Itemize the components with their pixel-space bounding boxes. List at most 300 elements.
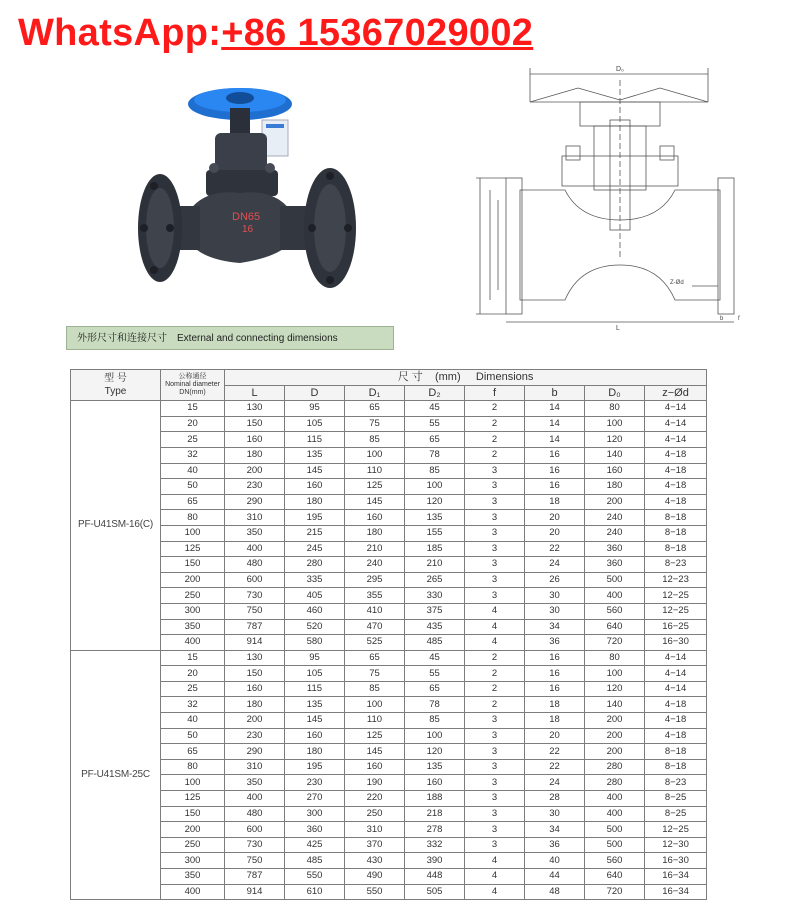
table-cell: 640 [585, 619, 645, 635]
dn-cell: 150 [161, 806, 225, 822]
table-cell: 8−18 [645, 525, 707, 541]
table-cell: 480 [225, 806, 285, 822]
table-cell: 914 [225, 635, 285, 651]
table-cell: 28 [525, 791, 585, 807]
dn-cell: 25 [161, 681, 225, 697]
table-cell: 265 [405, 572, 465, 588]
table-cell: 525 [345, 635, 405, 651]
table-row [71, 853, 707, 869]
type-header-en: Type [104, 386, 127, 398]
table-cell: 150 [225, 416, 285, 432]
table-cell: 3 [465, 510, 525, 526]
table-row [71, 572, 707, 588]
table-cell: 3 [465, 837, 525, 853]
table-cell: 180 [585, 479, 645, 495]
table-cell: 130 [225, 650, 285, 666]
table-cell: 85 [405, 463, 465, 479]
table-cell: 295 [345, 572, 405, 588]
table-row [71, 494, 707, 510]
table-cell: 155 [405, 525, 465, 541]
table-cell: 145 [285, 463, 345, 479]
table-cell: 140 [585, 697, 645, 713]
table-cell: 310 [225, 759, 285, 775]
table-cell: 4 [465, 853, 525, 869]
table-cell: 34 [525, 619, 585, 635]
dn-cell: 65 [161, 494, 225, 510]
table-cell: 360 [585, 557, 645, 573]
table-cell: 100 [345, 697, 405, 713]
table-cell: 720 [585, 884, 645, 900]
table-cell: 3 [465, 791, 525, 807]
table-cell: 145 [285, 713, 345, 729]
table-cell: 2 [465, 681, 525, 697]
dn-cell: 32 [161, 697, 225, 713]
table-cell: 490 [345, 869, 405, 885]
table-cell: 160 [345, 759, 405, 775]
table-cell: 16−30 [645, 635, 707, 651]
table-cell: 16−34 [645, 884, 707, 900]
dim-label-b: b [720, 316, 724, 322]
table-cell: 425 [285, 837, 345, 853]
table-cell: 270 [285, 791, 345, 807]
table-cell: 78 [405, 697, 465, 713]
dn-cell: 250 [161, 588, 225, 604]
dn-cell: 32 [161, 447, 225, 463]
table-cell: 105 [285, 666, 345, 682]
table-cell: 120 [585, 432, 645, 448]
table-cell: 2 [465, 416, 525, 432]
table-cell: 120 [405, 494, 465, 510]
column-header: D₂ [405, 385, 465, 401]
table-cell: 65 [405, 432, 465, 448]
table-cell: 787 [225, 619, 285, 635]
table-cell: 310 [225, 510, 285, 526]
table-cell: 3 [465, 822, 525, 838]
table-row [71, 791, 707, 807]
dn-cell: 50 [161, 728, 225, 744]
table-cell: 8−18 [645, 510, 707, 526]
table-cell: 160 [345, 510, 405, 526]
table-cell: 16 [525, 479, 585, 495]
table-row [71, 822, 707, 838]
table-cell: 3 [465, 588, 525, 604]
dn-cell: 300 [161, 853, 225, 869]
table-cell: 560 [585, 603, 645, 619]
table-row [71, 619, 707, 635]
table-cell: 750 [225, 853, 285, 869]
column-header: f [465, 385, 525, 401]
table-cell: 390 [405, 853, 465, 869]
dn-cell: 350 [161, 869, 225, 885]
table-cell: 95 [285, 401, 345, 417]
table-cell: 22 [525, 759, 585, 775]
table-cell: 36 [525, 635, 585, 651]
dn-cell: 20 [161, 666, 225, 682]
table-cell: 430 [345, 853, 405, 869]
valve-size-mark: DN65 [232, 211, 261, 223]
table-cell: 580 [285, 635, 345, 651]
column-header: b [525, 385, 585, 401]
table-cell: 125 [345, 479, 405, 495]
dn-header-unit: DN(mm) [179, 389, 206, 397]
table-cell: 110 [345, 713, 405, 729]
table-row [71, 759, 707, 775]
table-cell: 350 [225, 775, 285, 791]
table-cell: 16−30 [645, 853, 707, 869]
table-cell: 160 [405, 775, 465, 791]
table-cell: 640 [585, 869, 645, 885]
table-cell: 145 [345, 744, 405, 760]
dim-label-l: L [616, 325, 620, 330]
table-cell: 3 [465, 525, 525, 541]
table-cell: 4−18 [645, 713, 707, 729]
table-cell: 12−25 [645, 588, 707, 604]
table-row [71, 603, 707, 619]
table-cell: 75 [345, 666, 405, 682]
table-cell: 290 [225, 744, 285, 760]
table-row [71, 681, 707, 697]
dn-header-en: Nominal diameter [165, 381, 220, 389]
table-cell: 34 [525, 822, 585, 838]
table-cell: 8−23 [645, 557, 707, 573]
table-cell: 24 [525, 557, 585, 573]
table-cell: 80 [585, 650, 645, 666]
table-cell: 160 [225, 681, 285, 697]
table-cell: 200 [225, 463, 285, 479]
globe-valve-photo [130, 78, 390, 308]
table-row [71, 728, 707, 744]
table-cell: 332 [405, 837, 465, 853]
table-cell: 100 [585, 666, 645, 682]
table-cell: 100 [405, 728, 465, 744]
table-cell: 120 [585, 681, 645, 697]
table-row [71, 635, 707, 651]
table-cell: 480 [225, 557, 285, 573]
table-cell: 230 [225, 728, 285, 744]
table-cell: 145 [345, 494, 405, 510]
table-cell: 45 [405, 401, 465, 417]
table-cell: 8−18 [645, 744, 707, 760]
table-cell: 4−14 [645, 681, 707, 697]
column-header: L [225, 385, 285, 401]
dimensions-header-en: Dimensions [475, 371, 534, 384]
table-cell: 730 [225, 588, 285, 604]
table-cell: 16 [525, 447, 585, 463]
table-cell: 787 [225, 869, 285, 885]
dn-cell: 15 [161, 401, 225, 417]
table-row [71, 588, 707, 604]
table-cell: 230 [225, 479, 285, 495]
table-cell: 180 [285, 744, 345, 760]
table-cell: 188 [405, 791, 465, 807]
table-cell: 8−18 [645, 759, 707, 775]
table-cell: 16−34 [645, 869, 707, 885]
table-cell: 12−23 [645, 572, 707, 588]
table-cell: 180 [285, 494, 345, 510]
table-cell: 30 [525, 603, 585, 619]
table-cell: 405 [285, 588, 345, 604]
table-cell: 24 [525, 775, 585, 791]
table-cell: 4−18 [645, 728, 707, 744]
table-cell: 85 [345, 432, 405, 448]
table-row [71, 806, 707, 822]
table-cell: 350 [225, 525, 285, 541]
table-cell: 14 [525, 416, 585, 432]
table-cell: 18 [525, 697, 585, 713]
banner-title-cn: 外形尺寸和连接尺寸 [77, 333, 167, 344]
dn-cell: 80 [161, 759, 225, 775]
table-cell: 4 [465, 603, 525, 619]
dn-cell: 40 [161, 713, 225, 729]
table-cell: 914 [225, 884, 285, 900]
table-cell: 195 [285, 510, 345, 526]
column-header: D₁ [345, 385, 405, 401]
table-cell: 360 [285, 822, 345, 838]
table-row [71, 557, 707, 573]
whatsapp-number: +86 15367029002 [221, 12, 534, 54]
table-cell: 600 [225, 822, 285, 838]
table-cell: 160 [285, 728, 345, 744]
table-cell: 2 [465, 650, 525, 666]
table-cell: 215 [285, 525, 345, 541]
table-cell: 250 [345, 806, 405, 822]
table-cell: 120 [405, 744, 465, 760]
table-cell: 2 [465, 697, 525, 713]
table-cell: 610 [285, 884, 345, 900]
dn-cell: 200 [161, 572, 225, 588]
table-cell: 160 [285, 479, 345, 495]
table-cell: 12−25 [645, 822, 707, 838]
table-cell: 600 [225, 572, 285, 588]
table-cell: 100 [345, 447, 405, 463]
dim-label-zd: Z-Ød [670, 280, 684, 286]
table-cell: 3 [465, 541, 525, 557]
table-cell: 240 [585, 510, 645, 526]
table-cell: 4−18 [645, 697, 707, 713]
table-cell: 135 [405, 759, 465, 775]
table-cell: 435 [405, 619, 465, 635]
table-row [71, 744, 707, 760]
table-cell: 4−18 [645, 494, 707, 510]
table-cell: 3 [465, 494, 525, 510]
table-row [71, 525, 707, 541]
table-cell: 278 [405, 822, 465, 838]
table-cell: 410 [345, 603, 405, 619]
table-cell: 44 [525, 869, 585, 885]
dn-cell: 15 [161, 650, 225, 666]
table-cell: 4 [465, 884, 525, 900]
table-cell: 400 [225, 541, 285, 557]
dn-cell: 50 [161, 479, 225, 495]
table-cell: 4−18 [645, 447, 707, 463]
table-cell: 100 [585, 416, 645, 432]
table-cell: 400 [225, 791, 285, 807]
dim-label-d0: D₀ [616, 66, 624, 73]
table-cell: 245 [285, 541, 345, 557]
table-row [71, 837, 707, 853]
table-cell: 550 [345, 884, 405, 900]
table-cell: 400 [585, 806, 645, 822]
table-cell: 218 [405, 806, 465, 822]
table-cell: 40 [525, 853, 585, 869]
table-cell: 460 [285, 603, 345, 619]
table-cell: 105 [285, 416, 345, 432]
whatsapp-contact [8, 8, 543, 58]
table-cell: 55 [405, 666, 465, 682]
table-cell: 48 [525, 884, 585, 900]
dimensions-header [225, 370, 707, 386]
column-header: z−Ød [645, 385, 707, 401]
table-row [71, 432, 707, 448]
table-cell: 180 [225, 447, 285, 463]
table-cell: 750 [225, 603, 285, 619]
dn-cell: 400 [161, 884, 225, 900]
table-cell: 360 [585, 541, 645, 557]
table-row [71, 463, 707, 479]
table-cell: 195 [285, 759, 345, 775]
table-cell: 2 [465, 666, 525, 682]
table-cell: 240 [345, 557, 405, 573]
table-cell: 550 [285, 869, 345, 885]
table-cell: 85 [345, 681, 405, 697]
table-cell: 190 [345, 775, 405, 791]
dn-cell: 300 [161, 603, 225, 619]
table-cell: 220 [345, 791, 405, 807]
table-cell: 3 [465, 479, 525, 495]
dn-cell: 40 [161, 463, 225, 479]
table-cell: 135 [285, 447, 345, 463]
table-cell: 4 [465, 619, 525, 635]
table-cell: 20 [525, 525, 585, 541]
table-cell: 400 [585, 588, 645, 604]
dimensions-header-unit: (mm) [434, 371, 461, 384]
dn-cell: 250 [161, 837, 225, 853]
table-row [71, 650, 707, 666]
valve-section-drawing [470, 60, 770, 330]
table-cell: 180 [225, 697, 285, 713]
table-cell: 505 [405, 884, 465, 900]
table-row [71, 884, 707, 900]
table-cell: 200 [585, 744, 645, 760]
column-header: D [285, 385, 345, 401]
table-cell: 290 [225, 494, 285, 510]
table-row [71, 869, 707, 885]
table-cell: 130 [225, 401, 285, 417]
table-cell: 16 [525, 650, 585, 666]
table-row [71, 479, 707, 495]
table-cell: 3 [465, 572, 525, 588]
table-cell: 4 [465, 869, 525, 885]
table-row [71, 510, 707, 526]
table-cell: 280 [285, 557, 345, 573]
table-cell: 2 [465, 432, 525, 448]
table-cell: 280 [585, 759, 645, 775]
table-cell: 200 [585, 494, 645, 510]
table-cell: 448 [405, 869, 465, 885]
table-cell: 210 [405, 557, 465, 573]
dn-cell: 80 [161, 510, 225, 526]
table-row [71, 713, 707, 729]
table-cell: 8−18 [645, 541, 707, 557]
table-cell: 720 [585, 635, 645, 651]
type-cell: PF-U41SM-16(C) [71, 401, 161, 651]
dn-cell: 200 [161, 822, 225, 838]
table-cell: 500 [585, 822, 645, 838]
table-cell: 4−14 [645, 432, 707, 448]
column-header: D₀ [585, 385, 645, 401]
dn-cell: 125 [161, 791, 225, 807]
banner-title-en: External and connecting dimensions [177, 333, 338, 344]
table-cell: 135 [405, 510, 465, 526]
table-cell: 65 [345, 401, 405, 417]
table-cell: 30 [525, 806, 585, 822]
table-cell: 65 [405, 681, 465, 697]
dn-cell: 350 [161, 619, 225, 635]
dn-cell: 100 [161, 775, 225, 791]
table-cell: 45 [405, 650, 465, 666]
type-header [71, 370, 161, 401]
dn-cell: 125 [161, 541, 225, 557]
table-cell: 22 [525, 744, 585, 760]
table-row [71, 666, 707, 682]
table-cell: 80 [585, 401, 645, 417]
table-cell: 8−25 [645, 791, 707, 807]
table-cell: 500 [585, 572, 645, 588]
table-cell: 150 [225, 666, 285, 682]
table-cell: 115 [285, 681, 345, 697]
type-header-cn: 型 号 [104, 373, 127, 385]
table-cell: 470 [345, 619, 405, 635]
table-cell: 200 [585, 713, 645, 729]
table-cell: 2 [465, 401, 525, 417]
table-cell: 485 [285, 853, 345, 869]
table-cell: 3 [465, 775, 525, 791]
section-banner [66, 326, 394, 350]
dn-cell: 400 [161, 635, 225, 651]
table-cell: 485 [405, 635, 465, 651]
table-row [71, 697, 707, 713]
table-cell: 14 [525, 432, 585, 448]
valve-pressure-mark: 16 [242, 224, 254, 235]
table-cell: 110 [345, 463, 405, 479]
table-cell: 55 [405, 416, 465, 432]
table-row [71, 541, 707, 557]
table-cell: 180 [345, 525, 405, 541]
table-row [71, 447, 707, 463]
dim-label-f: f [738, 316, 740, 322]
table-cell: 4−18 [645, 463, 707, 479]
table-cell: 30 [525, 588, 585, 604]
table-cell: 95 [285, 650, 345, 666]
table-cell: 230 [285, 775, 345, 791]
table-cell: 185 [405, 541, 465, 557]
table-cell: 16−25 [645, 619, 707, 635]
table-cell: 310 [345, 822, 405, 838]
table-cell: 4−14 [645, 666, 707, 682]
table-cell: 8−25 [645, 806, 707, 822]
table-cell: 200 [225, 713, 285, 729]
table-cell: 12−25 [645, 603, 707, 619]
table-cell: 4−14 [645, 401, 707, 417]
table-cell: 22 [525, 541, 585, 557]
dn-cell: 65 [161, 744, 225, 760]
table-cell: 4−14 [645, 650, 707, 666]
table-cell: 240 [585, 525, 645, 541]
table-cell: 36 [525, 837, 585, 853]
dimensions-header-cn: 尺 寸 [397, 371, 423, 384]
table-cell: 8−23 [645, 775, 707, 791]
table-cell: 3 [465, 557, 525, 573]
